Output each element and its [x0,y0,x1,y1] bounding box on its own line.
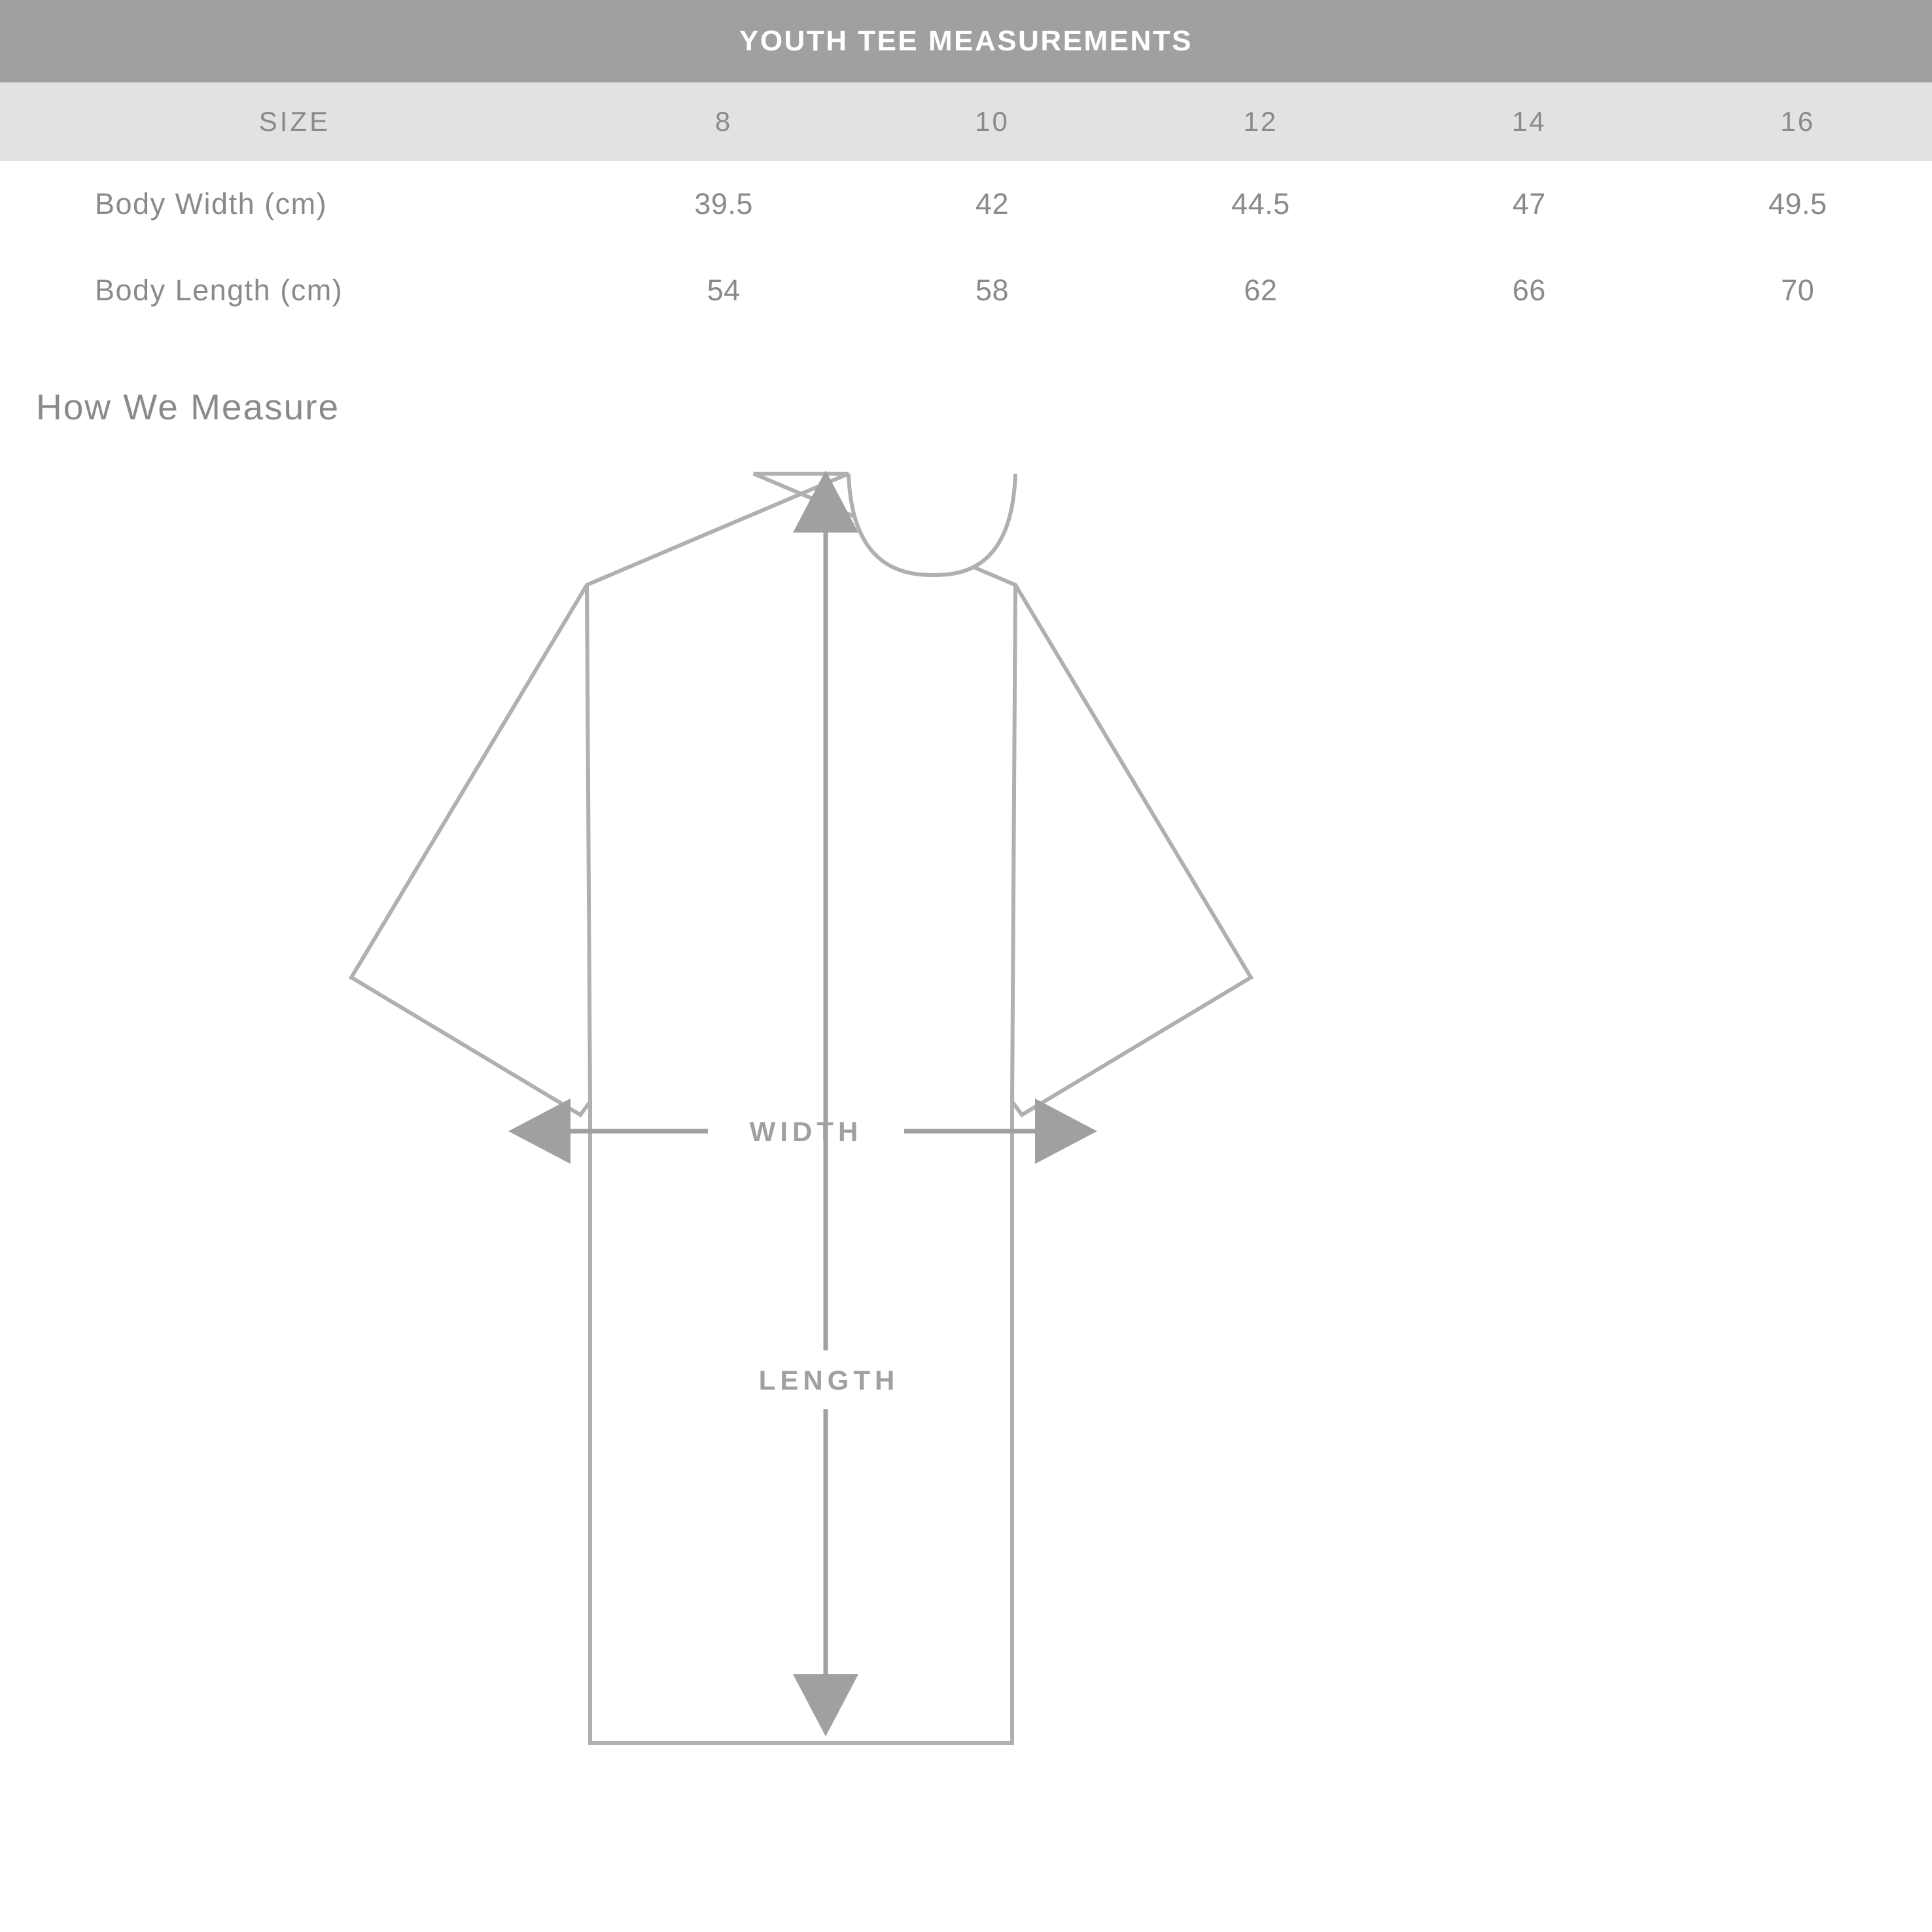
table-row [0,247,1932,334]
cell-body-length-8: 54 [589,247,858,334]
cell-body-width-16: 49.5 [1664,161,1932,247]
column-header-size: SIZE [0,82,589,161]
row-label-body-width: Body Width (cm) [0,161,589,247]
cell-body-width-10: 42 [858,161,1126,247]
row-label-body-length: Body Length (cm) [0,247,589,334]
length-label: LENGTH [758,1365,899,1396]
section-heading-how-we-measure: How We Measure [36,387,340,427]
measurements-table [0,0,1932,334]
column-header-14: 14 [1395,82,1663,161]
cell-body-width-8: 39.5 [589,161,858,247]
table-title: YOUTH TEE MEASUREMENTS [0,0,1932,82]
width-label: WIDTH [749,1116,862,1147]
cell-body-length-16: 70 [1664,247,1932,334]
cell-body-length-10: 58 [858,247,1126,334]
column-header-8: 8 [589,82,858,161]
column-header-12: 12 [1127,82,1395,161]
table-header-row [0,82,1932,161]
cell-body-length-12: 62 [1127,247,1395,334]
column-header-16: 16 [1664,82,1932,161]
tshirt-diagram [345,454,1588,1763]
table-title-row [0,0,1932,82]
column-header-10: 10 [858,82,1126,161]
width-arrow-head-right-icon [1035,1098,1097,1164]
cell-body-width-12: 44.5 [1127,161,1395,247]
cell-body-width-14: 47 [1395,161,1663,247]
cell-body-length-14: 66 [1395,247,1663,334]
table-row [0,161,1932,247]
tee-diagram-container [0,454,1932,1763]
width-arrow-head-left-icon [508,1098,571,1164]
